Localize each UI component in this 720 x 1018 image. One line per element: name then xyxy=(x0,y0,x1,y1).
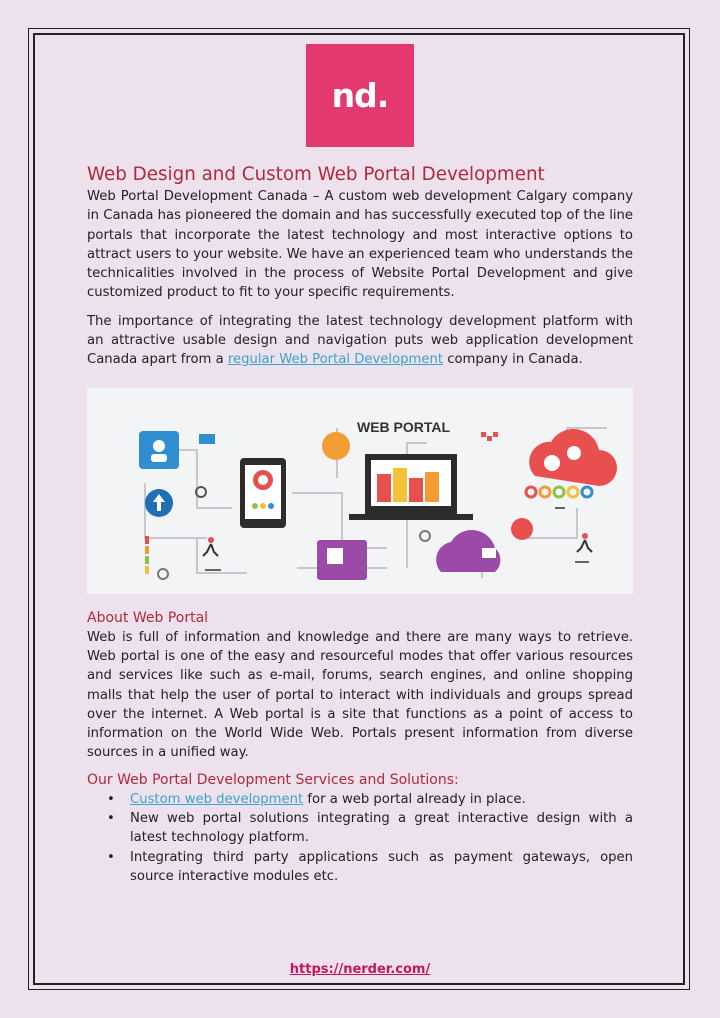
nerder-logo[interactable] xyxy=(306,44,414,147)
main-content xyxy=(87,163,633,886)
runner-icon-2 xyxy=(582,533,588,539)
org-chart-icon xyxy=(481,432,486,437)
list-item: • Integrating third party applications such as payment gateways, open source interactive modules etc. xyxy=(130,848,633,887)
custom-web-development-link[interactable]: Custom web development xyxy=(130,791,304,807)
list-item-text: for a web portal already in place. xyxy=(303,791,526,807)
banner-title: WEB PORTAL xyxy=(357,418,451,435)
section-heading-services: Our Web Portal Development Services and Solutions: xyxy=(87,771,459,788)
list-item xyxy=(130,790,633,809)
section-heading-web-design: Web Design and Custom Web Portal Development xyxy=(87,164,545,185)
section-heading-about: About Web Portal xyxy=(87,609,209,626)
runner-icon xyxy=(208,537,214,543)
importance-paragraph xyxy=(87,312,633,370)
cloud-icon xyxy=(322,432,350,460)
importance-text-end: company in Canada. xyxy=(443,352,583,368)
importance-text-start: The importance of integrating the latest technology development platform with an attractive usable design and navigation puts web application development Canada apart from a xyxy=(87,313,633,368)
laptop-icon xyxy=(199,434,215,444)
footer-url-link[interactable]: https://nerder.com/ xyxy=(289,962,431,977)
logo-text: nd. xyxy=(331,76,389,115)
regular-web-portal-link[interactable]: regular Web Portal Development xyxy=(227,352,443,368)
intro-paragraph: Web Portal Development Canada – A custom web development Calgary company in Canada has pioneered the domain and has successfully executed top of the line portals that incorporate the latest technology and most interactive options to attract users to your website. We have an experienced team who understands the technicalities involved in the process of Website Portal Development and give customized product to fit to your specific requirements. xyxy=(87,189,633,301)
list-item: • New web portal solutions integrating a great interactive design with a latest technology platform. xyxy=(130,809,633,848)
services-list xyxy=(87,790,633,886)
web-portal-illustration xyxy=(87,388,633,594)
music-icon xyxy=(511,518,533,540)
footer xyxy=(0,958,720,977)
about-paragraph: Web is full of information and knowledge and there are many ways to retrieve. Web portal is one of the easy and resourceful modes that offer various resources and services like such as e-mail, forums, search engines, and online shopping malls that help the user of portal to interact with individuals and groups spread over the internet. A Web portal is a site that functions as a point of access to information on the World Wide Web. Portals present information from diverse sources in a unified way. xyxy=(87,629,633,761)
